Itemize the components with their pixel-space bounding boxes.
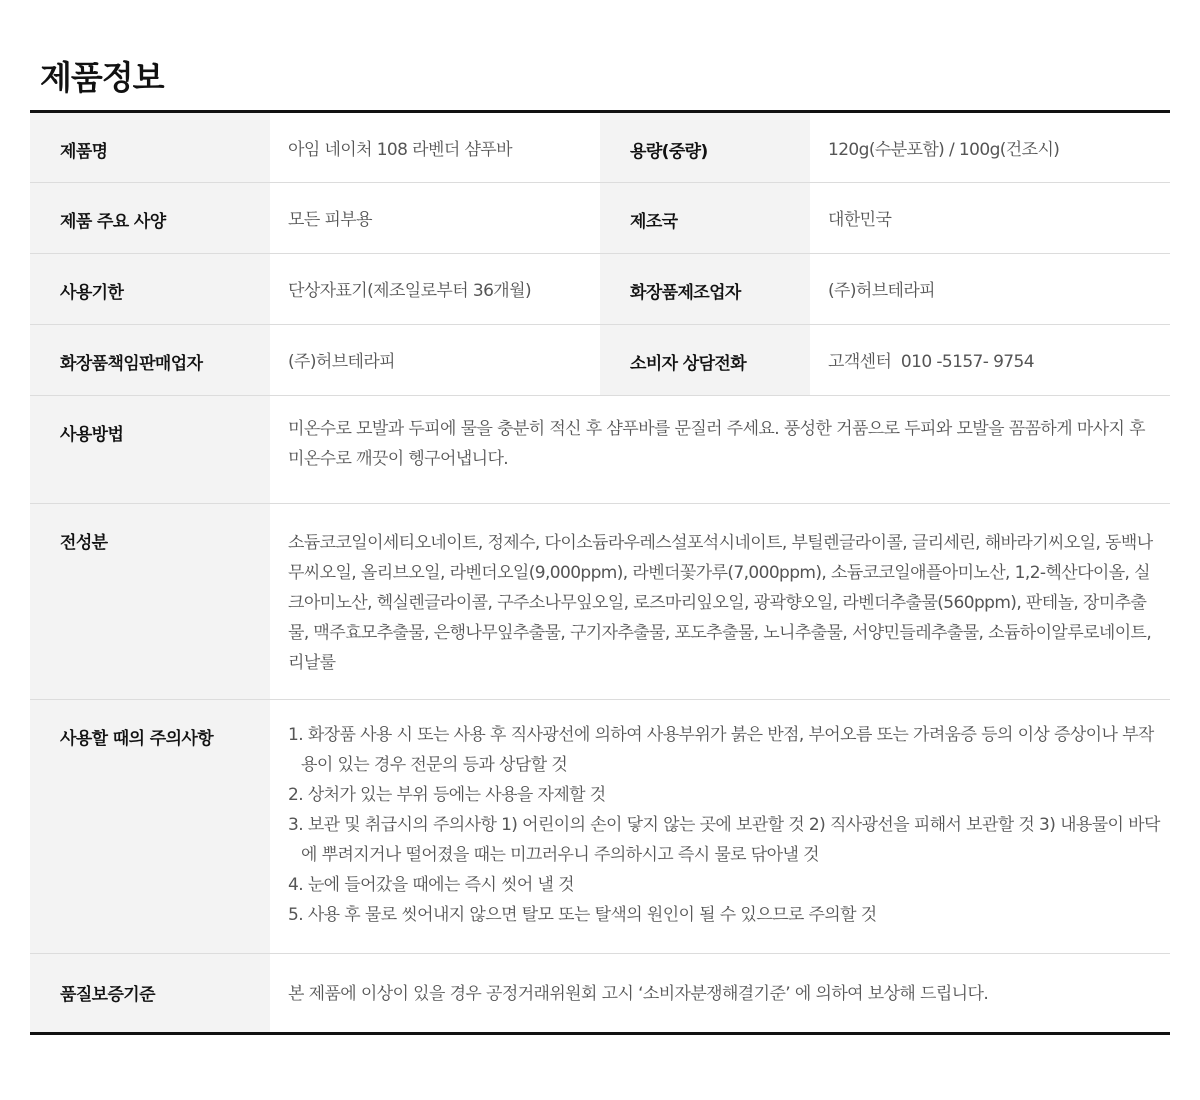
product-name-value: 아임 네이처 108 라벤더 샴푸바 (270, 112, 600, 183)
table-row (30, 700, 1170, 954)
product-info-table (30, 110, 1170, 1035)
spec-value: 모든 피부용 (270, 183, 600, 254)
table-row (30, 504, 1170, 700)
ingredients-label: 전성분 (30, 504, 270, 700)
table-row (30, 254, 1170, 325)
seller-label: 화장품책임판매업자 (30, 325, 270, 396)
spec-label: 제품 주요 사양 (30, 183, 270, 254)
manufacturer-label: 화장품제조업자 (600, 254, 810, 325)
caution-item: 4. 눈에 들어갔을 때에는 즉시 씻어 낼 것 (288, 875, 574, 895)
expiry-value: 단상자표기(제조일로부터 36개월) (270, 254, 600, 325)
contact-label: 소비자 상담전화 (600, 325, 810, 396)
table-row (30, 954, 1170, 1034)
ingredients-value: 소듐코코일이세티오네이트, 정제수, 다이소듐라우레스설포석시네이트, 부틸렌글라이콜, 글리세린, 해바라기씨오일, 동백나무씨오일, 올리브오일, 라벤더오일(9,000ppm), 라벤더꽃가루(7,000ppm), 소듐코코일애플아미노산, 1,2-헥산다이올, 실크아미노산, 헥실렌글라이콜, 구주소나무잎오일, 로즈마리잎오일, 광곽향오일, 라벤더추출물(560ppm), 판테놀, 장미추출물, 맥주효모추출물, 은행나무잎추출물, 구기자추출물, 포도추출물, 노니추출물, 서양민들레추출물, 소듐하이알루로네이트, 리날룰 (270, 504, 1170, 700)
caution-label: 사용할 때의 주의사항 (30, 700, 270, 954)
table-row (30, 183, 1170, 254)
expiry-label: 사용기한 (30, 254, 270, 325)
caution-item: 2. 상처가 있는 부위 등에는 사용을 자제할 것 (288, 785, 606, 805)
usage-label: 사용방법 (30, 396, 270, 504)
page-title: 제품정보 (40, 58, 164, 97)
caution-item: 5. 사용 후 물로 씻어내지 않으면 탈모 또는 탈색의 원인이 될 수 있으므로 주의할 것 (288, 905, 877, 925)
caution-value (270, 700, 1170, 954)
origin-label: 제조국 (600, 183, 810, 254)
caution-item: 1. 화장품 사용 시 또는 사용 후 직사광선에 의하여 사용부위가 붉은 반점, 부어오름 또는 가려움증 등의 이상 증상이나 부작용이 있는 경우 전문의 등과 상담할 것 (288, 725, 1154, 775)
quality-value: 본 제품에 이상이 있을 경우 공정거래위원회 고시 ‘소비자분쟁해결기준’ 에 의하여 보상해 드립니다. (270, 954, 1170, 1034)
seller-value: (주)허브테라피 (270, 325, 600, 396)
manufacturer-value: (주)허브테라피 (810, 254, 1170, 325)
caution-item: 3. 보관 및 취급시의 주의사항 1) 어린이의 손이 닿지 않는 곳에 보관할 것 2) 직사광선을 피해서 보관할 것 3) 내용물이 바닥에 뿌려지거나 떨어졌을 때는 미끄러우니 주의하시고 즉시 물로 닦아낼 것 (288, 815, 1160, 865)
table-row (30, 325, 1170, 396)
origin-value: 대한민국 (810, 183, 1170, 254)
capacity-label: 용량(중량) (600, 112, 810, 183)
contact-phone-value: 고객센터 010 -5157- 9754 (810, 325, 1170, 396)
product-name-label: 제품명 (30, 112, 270, 183)
usage-value: 미온수로 모발과 두피에 물을 충분히 적신 후 샴푸바를 문질러 주세요. 풍성한 거품으로 두피와 모발을 꼼꼼하게 마사지 후 미온수로 깨끗이 헹구어냅니다. (270, 396, 1170, 504)
caution-list (288, 720, 1164, 930)
quality-label: 품질보증기준 (30, 954, 270, 1034)
capacity-value: 120g(수분포함) / 100g(건조시) (810, 112, 1170, 183)
table-row (30, 396, 1170, 504)
table-row (30, 112, 1170, 183)
